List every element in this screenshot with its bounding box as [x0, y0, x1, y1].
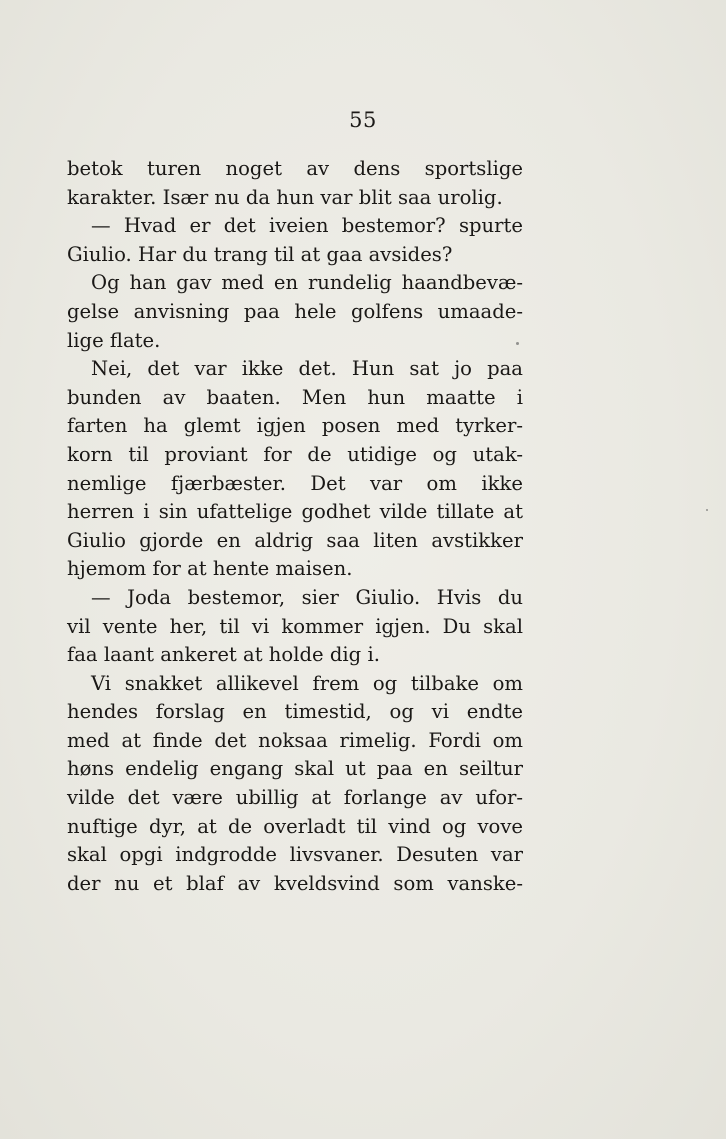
text-line: hendes forslag en timestid, og vi endte	[67, 700, 523, 724]
text-line: — Joda bestemor, sier Giulio. Hvis du	[91, 585, 523, 609]
text-line: karakter. Især nu da hun var blit saa urolig.	[67, 185, 503, 209]
page-number: 55	[349, 108, 377, 132]
text-line: skal opgi indgrodde livsvaner. Desuten var	[67, 843, 523, 867]
text-line: — Hvad er det iveien bestemor? spurte	[91, 214, 523, 238]
text-line: Og han gav med en rundelig haandbevæ-	[91, 271, 523, 295]
text-line: Giulio. Har du trang til at gaa avsides?	[67, 242, 453, 266]
text-line: faa laant ankeret at holde dig i.	[67, 643, 380, 667]
text-line: lige flate.	[67, 328, 161, 352]
text-line: herren i sin ufattelige godhet vilde tillate at	[67, 500, 523, 524]
text-line: farten ha glemt igjen posen med tyrker-	[67, 414, 523, 438]
body-text	[67, 155, 523, 898]
text-line: gelse anvisning paa hele golfens umaade-	[67, 299, 523, 323]
paper-speck	[516, 342, 519, 345]
text-line: høns endelig engang skal ut paa en seiltur	[67, 757, 523, 781]
text-line: nemlige fjærbæster. Det var om ikke	[67, 471, 523, 495]
text-line: Nei, det var ikke det. Hun sat jo paa	[91, 357, 523, 381]
text-line: korn til proviant for de utidige og utak-	[67, 442, 523, 466]
text-line: vilde det være ubillig at forlange av ufor-	[67, 786, 523, 810]
text-line: der nu et blaf av kveldsvind som vanske-	[67, 871, 523, 895]
text-line: nuftige dyr, at de overladt til vind og vove	[67, 814, 523, 838]
text-line: bunden av baaten. Men hun maatte i	[67, 385, 523, 409]
text-line: Vi snakket allikevel frem og tilbake om	[91, 671, 523, 695]
text-line: betok turen noget av dens sportslige	[67, 157, 523, 180]
text-line: Giulio gjorde en aldrig saa liten avstikker	[67, 528, 523, 552]
text-line: med at finde det noksaa rimelig. Fordi om	[67, 728, 523, 752]
text-line: hjemom for at hente maisen.	[67, 557, 353, 581]
paper-speck	[706, 509, 708, 511]
text-line: vil vente her, til vi kommer igjen. Du skal	[67, 614, 523, 638]
